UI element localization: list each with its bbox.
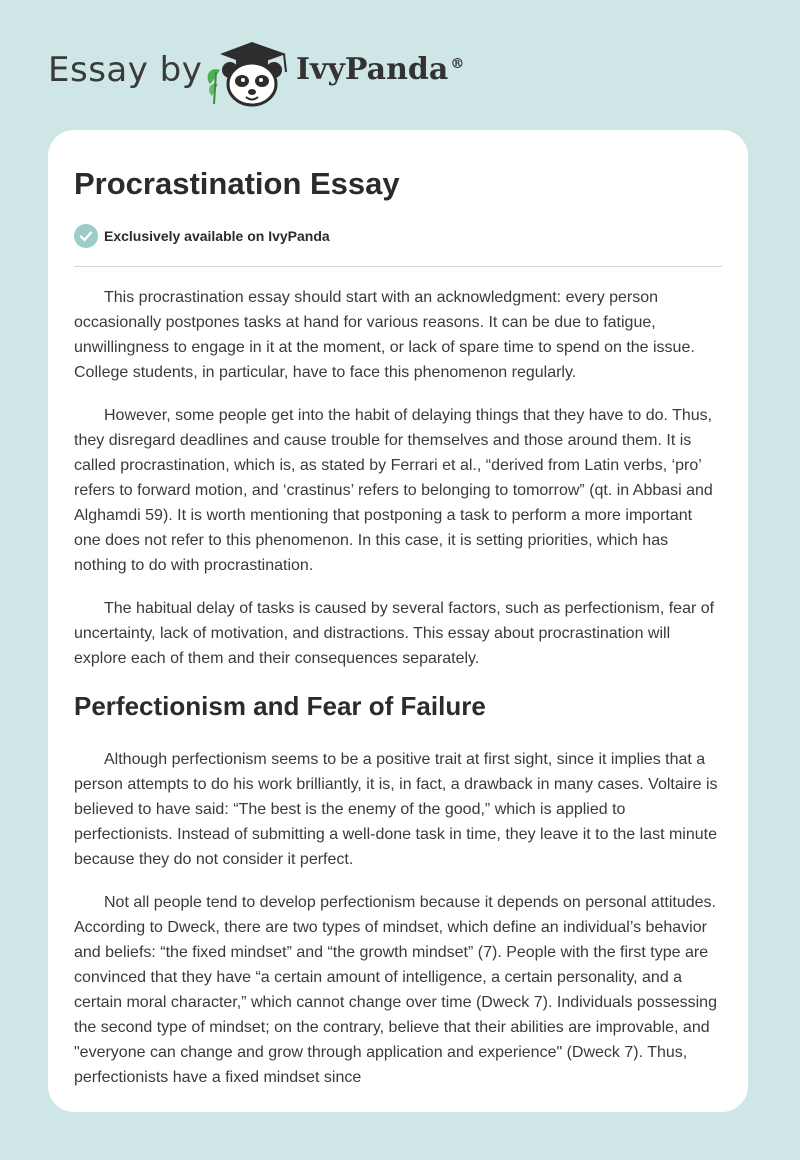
section-heading: Perfectionism and Fear of Failure (74, 691, 486, 721)
brand-label: IvyPanda (296, 52, 449, 87)
exclusive-badge (74, 222, 722, 250)
registered-mark: ® (450, 56, 465, 72)
page-title: Procrastination Essay (74, 166, 400, 201)
paragraph: However, some people get into the habit of delaying things that they have to do. Thus, they disregard deadlines and cause trouble for themselves and those around them. It is called procrastination, which is, as stated by Ferrari et al., “derived from Latin verbs, ‘pro’ refers to forward motion, and ‘crastinus’ refers to belonging to tomorrow” (qt. in Abbasi and Alghamdi 59). It is worth mentioning that postponing a task to perform a more important one does not refer to this phenomenon. In this case, it is setting priorities, which has nothing to do with procrastination. (74, 407, 713, 574)
essay-by-label: Essay by (48, 50, 203, 90)
divider (74, 266, 722, 267)
essay-content (74, 285, 722, 1090)
exclusive-badge-label: Exclusively available on IvyPanda (104, 228, 330, 244)
check-circle-icon (74, 224, 98, 248)
paragraph: The habitual delay of tasks is caused by several factors, such as perfectionism, fear of uncertainty, lack of motivation, and distractions. This essay about procrastination will explore each of them and their consequences separately. (74, 600, 715, 667)
paragraph: Not all people tend to develop perfectionism because it depends on personal attitudes. According to Dweck, there are two types of mindset, which define an individual’s behavior and beliefs: “the fixed mindset” and “the growth mindset” (7). People with the first type are convinced that they have “a certain amount of intelligence, a certain personality, and a certain moral character,” which cannot change over time (Dweck 7). Individuals possessing the second type of mindset; on the contrary, believe that their abilities are improvable, and "everyone can change and grow through application and experience" (Dweck 7). Thus, perfectionists have a fixed mindset since (74, 894, 717, 1086)
paragraph: This procrastination essay should start with an acknowledgment: every person occasionally postpones tasks at hand for various reasons. It can be due to fatigue, unwillingness to engage in it at the moment, or lack of spare time to spend on the issue. College students, in particular, have to face this phenomenon regularly. (74, 289, 695, 381)
paragraph: Although perfectionism seems to be a positive trait at first sight, since it implies that a person attempts to do his work brilliantly, it is, in fact, a drawback in many cases. Voltaire is believed to have said: “The best is the enemy of the good,” which is applied to perfectionists. Instead of submitting a well-done task in time, they leave it to the last minute because they do not consider it perfect. (74, 751, 718, 868)
brand-name[interactable] (296, 52, 464, 87)
panda-graduate-logo-icon[interactable] (200, 36, 292, 108)
site-header (0, 0, 800, 130)
essay-card (48, 130, 748, 1112)
